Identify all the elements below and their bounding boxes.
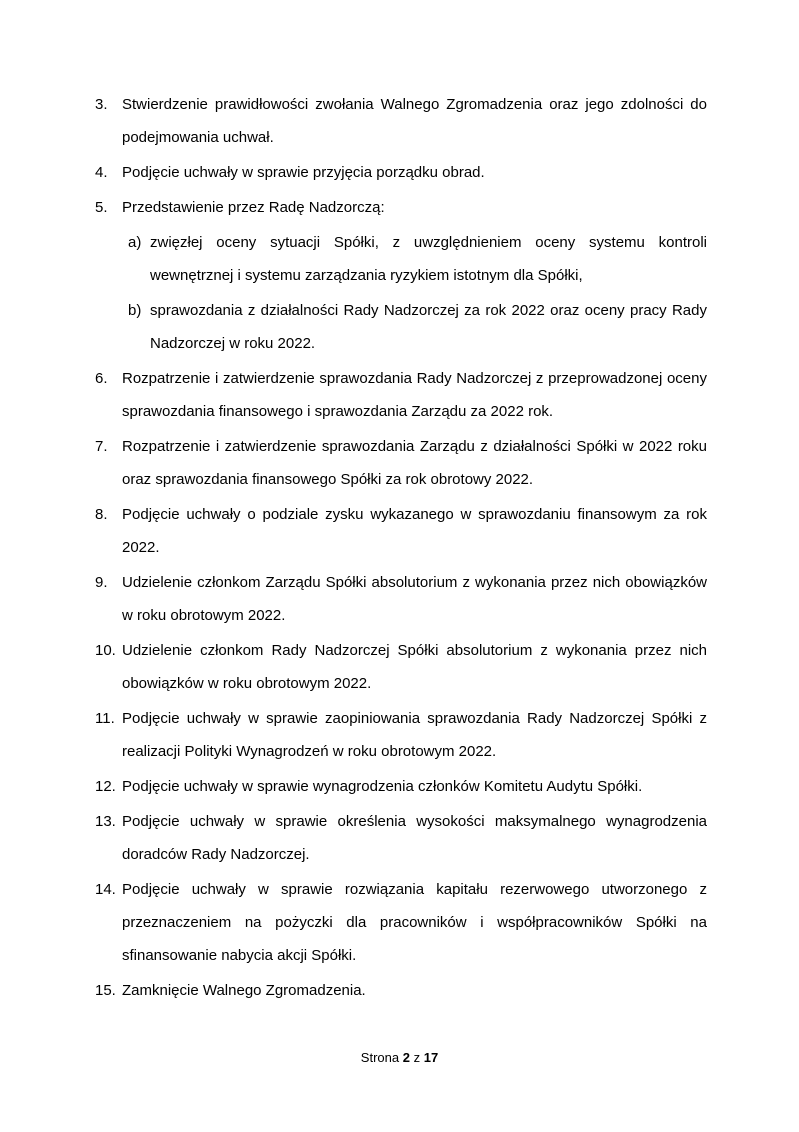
item-text: Przedstawienie przez Radę Nadzorczą: xyxy=(122,199,385,216)
item-number: 12. xyxy=(95,778,116,795)
list-item xyxy=(95,770,707,803)
item-number: 6. xyxy=(95,370,108,387)
item-number: 7. xyxy=(95,438,108,455)
item-text: Udzielenie członkom Zarządu Spółki absolutorium z wykonania przez nich obowiązków w roku obrotowym 2022. xyxy=(122,574,707,624)
item-number: 14. xyxy=(95,881,116,898)
item-number: 5. xyxy=(95,199,108,216)
agenda-list xyxy=(95,88,707,1009)
item-text: Podjęcie uchwały w sprawie przyjęcia porządku obrad. xyxy=(122,164,485,181)
list-item xyxy=(95,498,707,564)
item-number: 13. xyxy=(95,813,116,830)
list-item xyxy=(95,873,707,972)
subitem xyxy=(128,294,707,360)
item-number: 15. xyxy=(95,982,116,999)
subitem xyxy=(128,226,707,292)
item-number: 9. xyxy=(95,574,108,591)
item-text: Rozpatrzenie i zatwierdzenie sprawozdania Zarządu z działalności Spółki w 2022 roku oraz sprawozdania finansowego Spółki za rok obrotowy 2022. xyxy=(122,438,707,488)
footer-page-number: 2 xyxy=(402,1050,410,1065)
list-item xyxy=(95,156,707,189)
list-item xyxy=(95,634,707,700)
item-text: Podjęcie uchwały o podziale zysku wykazanego w sprawozdaniu finansowym za rok 2022. xyxy=(122,506,707,556)
subitem-marker: a) xyxy=(128,234,142,251)
item-text: Stwierdzenie prawidłowości zwołania Walnego Zgromadzenia oraz jego zdolności do podejmowania uchwał. xyxy=(122,96,707,146)
subitem-marker: b) xyxy=(128,302,142,319)
list-item xyxy=(95,805,707,871)
item-text: Rozpatrzenie i zatwierdzenie sprawozdania Rady Nadzorczej z przeprowadzonej oceny sprawozdania finansowego i sprawozdania Zarządu za 2022 rok. xyxy=(122,370,707,420)
subitem-text: zwięzłej oceny sytuacji Spółki, z uwzględnieniem oceny systemu kontroli wewnętrznej i systemu zarządzania ryzykiem istotnym dla Spółki, xyxy=(150,234,707,284)
subitem-text: sprawozdania z działalności Rady Nadzorczej za rok 2022 oraz oceny pracy Rady Nadzorczej w roku 2022. xyxy=(150,302,707,352)
footer-total-pages: 17 xyxy=(423,1050,439,1065)
list-item xyxy=(95,702,707,768)
item-number: 10. xyxy=(95,642,116,659)
item-number: 3. xyxy=(95,96,108,113)
item-text: Podjęcie uchwały w sprawie wynagrodzenia członków Komitetu Audytu Spółki. xyxy=(122,778,643,795)
list-item xyxy=(95,362,707,428)
item-number: 11. xyxy=(95,710,115,727)
subitem-list xyxy=(128,226,707,360)
list-item xyxy=(95,430,707,496)
list-item xyxy=(95,566,707,632)
item-text: Podjęcie uchwały w sprawie zaopiniowania sprawozdania Rady Nadzorczej Spółki z realizacji Polityki Wynagrodzeń w roku obrotowym 2022. xyxy=(122,710,707,760)
footer-label: Strona xyxy=(360,1050,400,1065)
item-number: 8. xyxy=(95,506,108,523)
item-text: Podjęcie uchwały w sprawie określenia wysokości maksymalnego wynagrodzenia doradców Rady Nadzorczej. xyxy=(122,813,707,863)
list-item xyxy=(95,191,707,224)
item-text: Udzielenie członkom Rady Nadzorczej Spółki absolutorium z wykonania przez nich obowiązków w roku obrotowym 2022. xyxy=(122,642,707,692)
footer-separator: z xyxy=(413,1050,421,1065)
list-item xyxy=(95,974,707,1007)
list-item xyxy=(95,88,707,154)
item-number: 4. xyxy=(95,164,108,181)
item-text: Zamknięcie Walnego Zgromadzenia. xyxy=(122,982,366,999)
item-text: Podjęcie uchwały w sprawie rozwiązania kapitału rezerwowego utworzonego z przeznaczeniem na pożyczki dla pracowników i współpracowników Spółki na sfinansowanie nabycia akcji Spółki. xyxy=(122,881,707,964)
page-footer xyxy=(0,1050,799,1066)
